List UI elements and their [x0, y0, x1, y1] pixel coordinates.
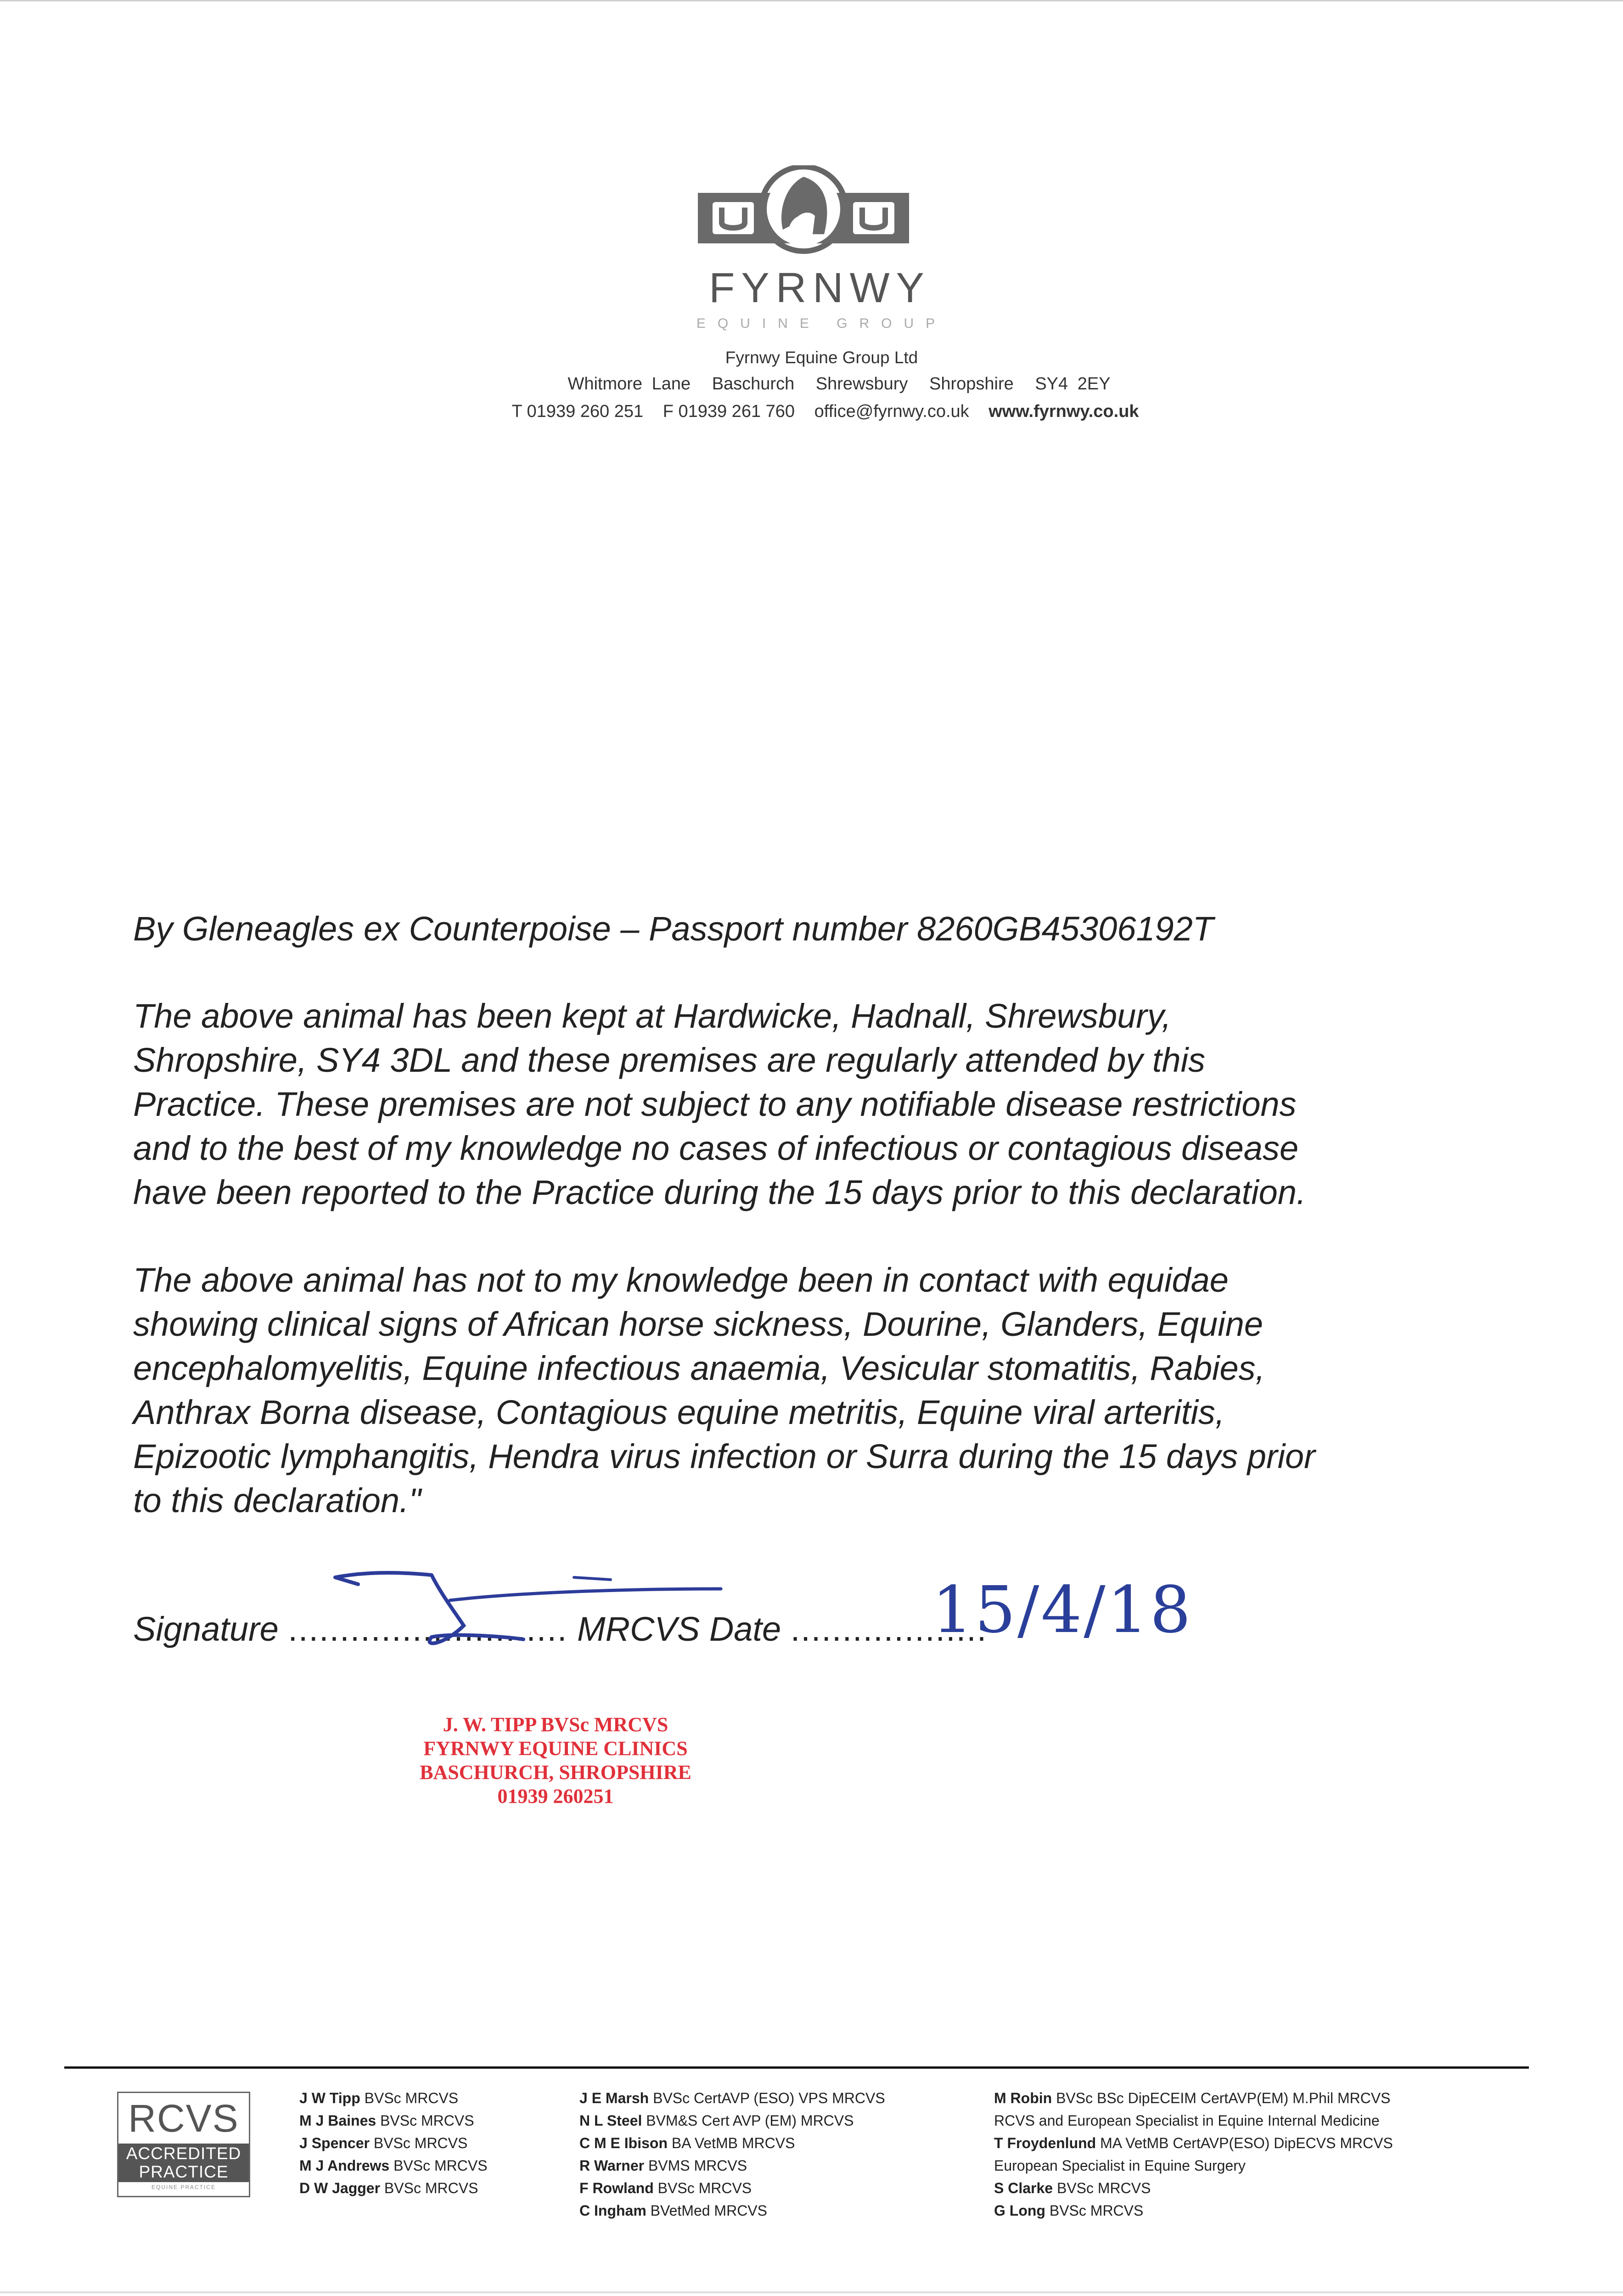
company-contact — [0, 402, 1623, 422]
address-county: Shropshire — [929, 374, 1014, 394]
email-address[interactable]: office@fyrnwy.co.uk — [814, 402, 969, 421]
staff-entry — [994, 2132, 1393, 2155]
staff-entry — [994, 2110, 1393, 2132]
mrcvs-date-label: MRCVS Date — [577, 1610, 781, 1648]
staff-quals: BA VetMB MRCVS — [671, 2135, 795, 2151]
premises-line: Shropshire, SY4 3DL and these premises are regularly attended by this — [133, 1041, 1206, 1079]
premises-line: Practice. These premises are not subject to any notifiable disease restrictions — [133, 1085, 1297, 1123]
staff-entry — [579, 2200, 885, 2222]
rcvs-badge-subtitle: EQUINE PRACTICE — [151, 2184, 216, 2190]
staff-quals: BVSc CertAVP (ESO) VPS MRCVS — [653, 2090, 885, 2106]
staff-name: R Warner — [579, 2157, 645, 2174]
staff-name: F Rowland — [579, 2180, 654, 2196]
date-dots: ................... — [790, 1610, 988, 1648]
staff-column-1 — [299, 2087, 488, 2200]
contact-line: encephalomyelitis, Equine infectious anaemia, Vesicular stomatitis, Rabies, — [133, 1349, 1265, 1387]
staff-entry — [579, 2132, 885, 2155]
stamp-line: J. W. TIPP BVSc MRCVS — [443, 1713, 668, 1736]
premises-line: and to the best of my knowledge no cases of infectious or contagious disease — [133, 1129, 1299, 1167]
staff-quals: BVSc MRCVS — [364, 2090, 459, 2106]
staff-quals: BVM&S Cert AVP (EM) MRCVS — [646, 2112, 854, 2129]
phone-number: T 01939 260 251 — [511, 402, 644, 421]
staff-name: C Ingham — [579, 2202, 646, 2219]
staff-entry — [299, 2132, 488, 2155]
staff-quals: BVSc MRCVS — [657, 2180, 752, 2196]
address-postcode: SY4 2EY — [1035, 374, 1111, 394]
fyrnwy-horseshoe-logo — [698, 165, 909, 262]
premises-line: have been reported to the Practice during the 15 days prior to this declaration. — [133, 1173, 1306, 1211]
staff-quals: BVSc MRCVS — [380, 2112, 474, 2129]
staff-entry — [299, 2087, 488, 2110]
staff-column-2 — [579, 2087, 885, 2222]
company-name: Fyrnwy Equine Group Ltd — [725, 348, 918, 367]
staff-entry — [994, 2155, 1393, 2177]
address-town: Shrewsbury — [815, 374, 908, 394]
staff-entry — [579, 2110, 885, 2132]
staff-name: M J Andrews — [299, 2157, 390, 2174]
staff-name: T Froydenlund — [994, 2135, 1096, 2151]
staff-quals: BVSc BSc DipECEIM CertAVP(EM) M.Phil MRCVS — [1056, 2090, 1391, 2106]
contact-line: showing clinical signs of African horse sickness, Dourine, Glanders, Equine — [133, 1305, 1264, 1343]
stamp-line: FYRNWY EQUINE CLINICS — [423, 1737, 688, 1760]
page-top-edge — [0, 0, 1623, 1]
staff-column-3 — [994, 2087, 1393, 2222]
contact-line: to this declaration." — [133, 1481, 421, 1519]
company-address — [0, 374, 1623, 394]
stamp-line: 01939 260251 — [497, 1785, 614, 1807]
staff-name: G Long — [994, 2202, 1045, 2219]
staff-entry — [299, 2155, 488, 2177]
staff-name: N L Steel — [579, 2112, 642, 2129]
staff-name: D W Jagger — [299, 2180, 381, 2196]
staff-quals: RCVS and European Specialist in Equine Internal Medicine — [994, 2112, 1380, 2129]
stamp-line: BASCHURCH, SHROPSHIRE — [420, 1761, 691, 1784]
website-link[interactable]: www.fyrnwy.co.uk — [988, 402, 1139, 421]
page-bottom-edge — [0, 2291, 1623, 2293]
staff-name: J W Tipp — [299, 2090, 360, 2106]
staff-name: S Clarke — [994, 2180, 1053, 2196]
premises-line: The above animal has been kept at Hardwicke, Hadnall, Shrewsbury, — [133, 997, 1171, 1035]
handwritten-signature — [317, 1557, 730, 1667]
brand-subtitle: EQUINE GROUP — [696, 316, 947, 331]
staff-entry — [994, 2087, 1393, 2110]
rcvs-badge-band — [118, 2144, 249, 2182]
staff-quals: BVSc MRCVS — [1056, 2180, 1151, 2196]
staff-entry — [994, 2177, 1393, 2200]
signature-dots: ........................... — [288, 1610, 568, 1648]
address-village: Baschurch — [712, 374, 795, 394]
rcvs-accredited-badge — [117, 2092, 250, 2197]
staff-entry — [299, 2110, 488, 2132]
staff-name: C M E Ibison — [579, 2135, 668, 2151]
staff-entry — [299, 2177, 488, 2200]
staff-quals: MA VetMB CertAVP(ESO) DipECVS MRCVS — [1100, 2135, 1393, 2151]
staff-name: J E Marsh — [579, 2090, 649, 2106]
contact-line: Epizootic lymphangitis, Hendra virus infection or Surra during the 15 days prior — [133, 1437, 1315, 1475]
footer-divider — [64, 2066, 1529, 2069]
staff-quals: BVMS MRCVS — [648, 2157, 747, 2174]
rcvs-badge-practice: PRACTICE — [139, 2162, 229, 2181]
staff-entry — [579, 2155, 885, 2177]
staff-quals: BVSc MRCVS — [384, 2180, 478, 2196]
fax-number: F 01939 261 760 — [663, 402, 795, 421]
staff-entry — [579, 2087, 885, 2110]
handwritten-date: 15/4/18 — [932, 1573, 1193, 1648]
brand-name: FYRNWY — [709, 264, 931, 311]
signature-label: Signature — [133, 1610, 279, 1648]
staff-quals: BVSc MRCVS — [373, 2135, 468, 2151]
staff-quals: BVSc MRCVS — [393, 2157, 488, 2174]
staff-entry — [994, 2200, 1393, 2222]
vet-stamp — [312, 1713, 799, 1808]
staff-name: J Spencer — [299, 2135, 370, 2151]
address-street: Whitmore Lane — [567, 374, 691, 394]
horse-passport-line: By Gleneagles ex Counterpoise – Passport number 8260GB45306192T — [133, 910, 1214, 948]
contact-line: The above animal has not to my knowledge been in contact with equidae — [133, 1261, 1229, 1299]
contact-line: Anthrax Borna disease, Contagious equine metritis, Equine viral arteritis, — [133, 1393, 1225, 1431]
staff-quals: BVSc MRCVS — [1049, 2202, 1144, 2219]
rcvs-badge-accredited: ACCREDITED — [126, 2144, 241, 2163]
staff-name: M J Baines — [299, 2112, 376, 2129]
staff-quals: European Specialist in Equine Surgery — [994, 2157, 1246, 2174]
premises-paragraph — [133, 994, 1488, 1215]
staff-entry — [579, 2177, 885, 2200]
staff-name: M Robin — [994, 2090, 1052, 2106]
rcvs-badge-title: RCVS — [128, 2097, 239, 2140]
contact-declaration-paragraph — [133, 1258, 1488, 1523]
staff-quals: BVetMed MRCVS — [650, 2202, 767, 2219]
